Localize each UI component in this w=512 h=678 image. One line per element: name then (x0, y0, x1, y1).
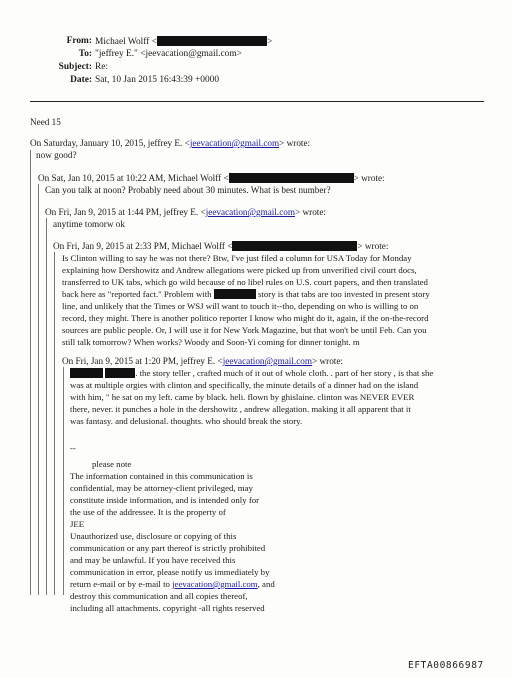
disclaimer-line: communication or any part thereof is strictly prohibited (70, 543, 266, 553)
disclaimer-line: JEE (70, 519, 85, 529)
quote-header-2: On Sat, Jan 10, 2015 at 10:22 AM, Michael Wolff < > wrote: (38, 173, 385, 183)
disclaimer-line: including all attachments. copyright -all rights reserved (70, 603, 265, 613)
from-name: Michael Wolff < (95, 37, 157, 47)
quote-line: . the story teller , crafted much of it out of whole cloth. . part of her story , is that she (70, 368, 433, 379)
quote-line: Is Clinton willing to say he was not there? Btw, I've just filed a column for USA Today for Monday (62, 253, 412, 263)
from-tail: > (266, 37, 273, 47)
quote-bar-1 (30, 150, 31, 595)
quote-header-5: On Fri, Jan 9, 2015 at 1:20 PM, jeffrey E. <jeevacation@gmail.com> wrote: (62, 356, 343, 366)
reply-text: Need 15 (30, 117, 61, 127)
disclaimer-line: communication in error, please notify us immediately by (70, 567, 270, 577)
quote-text-2: Can you talk at noon? Probably need about 30 minutes. What is best number? (45, 185, 331, 195)
date-label: Date: (70, 75, 92, 85)
from-value (95, 36, 272, 47)
redaction-block (105, 368, 135, 378)
email-link[interactable]: jeevacation@gmail.com (205, 207, 296, 217)
bates-number: EFTA00866987 (408, 660, 484, 671)
signature-dash: -- (70, 443, 76, 453)
subject-label: Subject: (58, 62, 92, 72)
redaction-block (229, 173, 354, 183)
disclaimer-line: the use of the addressee. It is the property of (70, 507, 226, 517)
quote-header-1: On Saturday, January 10, 2015, jeffrey E. <jeevacation@gmail.com> wrote: (30, 138, 311, 148)
quote-line: with him, " he sat on my left. came by black. heli. flown by ghislaine. clinton was NEVER EVER (70, 392, 415, 402)
redaction-block (214, 289, 256, 299)
quote-line: was at multiple orgies with clinton and specifically, the minute details of a dinner had on the island (70, 380, 419, 390)
quote-line: line, and unlikely that the Times or WSJ will want to touch it--tho, depending on who is willing to on (62, 301, 419, 311)
header-divider (30, 101, 484, 102)
subject-value: Re: (95, 62, 109, 72)
redaction-block (232, 241, 357, 251)
disclaimer-line: The information contained in this communication is (70, 471, 253, 481)
quote-line: was fantasy. and delusional. thoughts. who should break the story. (70, 416, 303, 426)
disclaimer-line: and may be unlawful. If you have received this (70, 555, 236, 565)
quote-line: sources are public people. Or, I will use it for New York Magazine, but that won't be until Feb. Can you (62, 325, 427, 335)
quote-line: record, they might. There is another politico reporter I know who might do it, again, if the on-the-record (62, 313, 429, 323)
quote-bar-3 (46, 218, 47, 595)
disclaimer-line: please note (92, 459, 132, 469)
email-link[interactable]: jeevacation@gmail.com (189, 138, 280, 148)
from-label: From: (66, 36, 92, 46)
quote-line: back here as "reported fact." Problem with story is that tabs are too invested in present story (62, 289, 430, 299)
date-value: Sat, 10 Jan 2015 16:43:39 +0000 (95, 75, 220, 85)
quote-line: transferred to UK tabs, which go wild because of no libel rules on U.S. court papers, and then translated (62, 277, 428, 287)
quote-line: there, never. it punches a hole in the dershowitz , andrew allegation. making it all apparent that it (70, 404, 411, 414)
redaction-block (157, 36, 267, 46)
email-link[interactable]: jeevacation@gmail.com (172, 579, 258, 589)
quote-bar-2 (38, 184, 39, 595)
quote-line: still talk tomorrow? When works? Woody and Soon-Yi coming for dinner tonight. m (62, 337, 360, 347)
disclaimer-line: confidential, may be attorney-client privileged, may (70, 483, 253, 493)
disclaimer-line: constitute inside information, and is intended only for (70, 495, 260, 505)
to-value: "jeffrey E." <jeevacation@gmail.com> (95, 49, 242, 59)
quote-text-1: now good? (36, 150, 77, 160)
quote-text-3: anytime tomorw ok (53, 219, 125, 229)
email-link[interactable]: jeevacation@gmail.com (222, 356, 313, 366)
redaction-block (70, 368, 103, 378)
quote-line: explaining how Dershowitz and Andrew allegations were picked up from unverified civil court docs, (62, 265, 417, 275)
quote-header-3: On Fri, Jan 9, 2015 at 1:44 PM, jeffrey E. <jeevacation@gmail.com> wrote: (45, 207, 326, 217)
to-label: To: (78, 49, 92, 59)
disclaimer-line: destroy this communication and all copies thereof, (70, 591, 248, 601)
disclaimer-line: Unauthorized use, disclosure or copying of this (70, 531, 237, 541)
quote-bar-5 (63, 367, 64, 595)
quote-header-4: On Fri, Jan 9, 2015 at 2:33 PM, Michael Wolff < > wrote: (53, 241, 389, 251)
disclaimer-line: return e-mail or by e-mail to jeevacation@gmail.com, and (70, 579, 275, 589)
quote-bar-4 (54, 252, 55, 595)
